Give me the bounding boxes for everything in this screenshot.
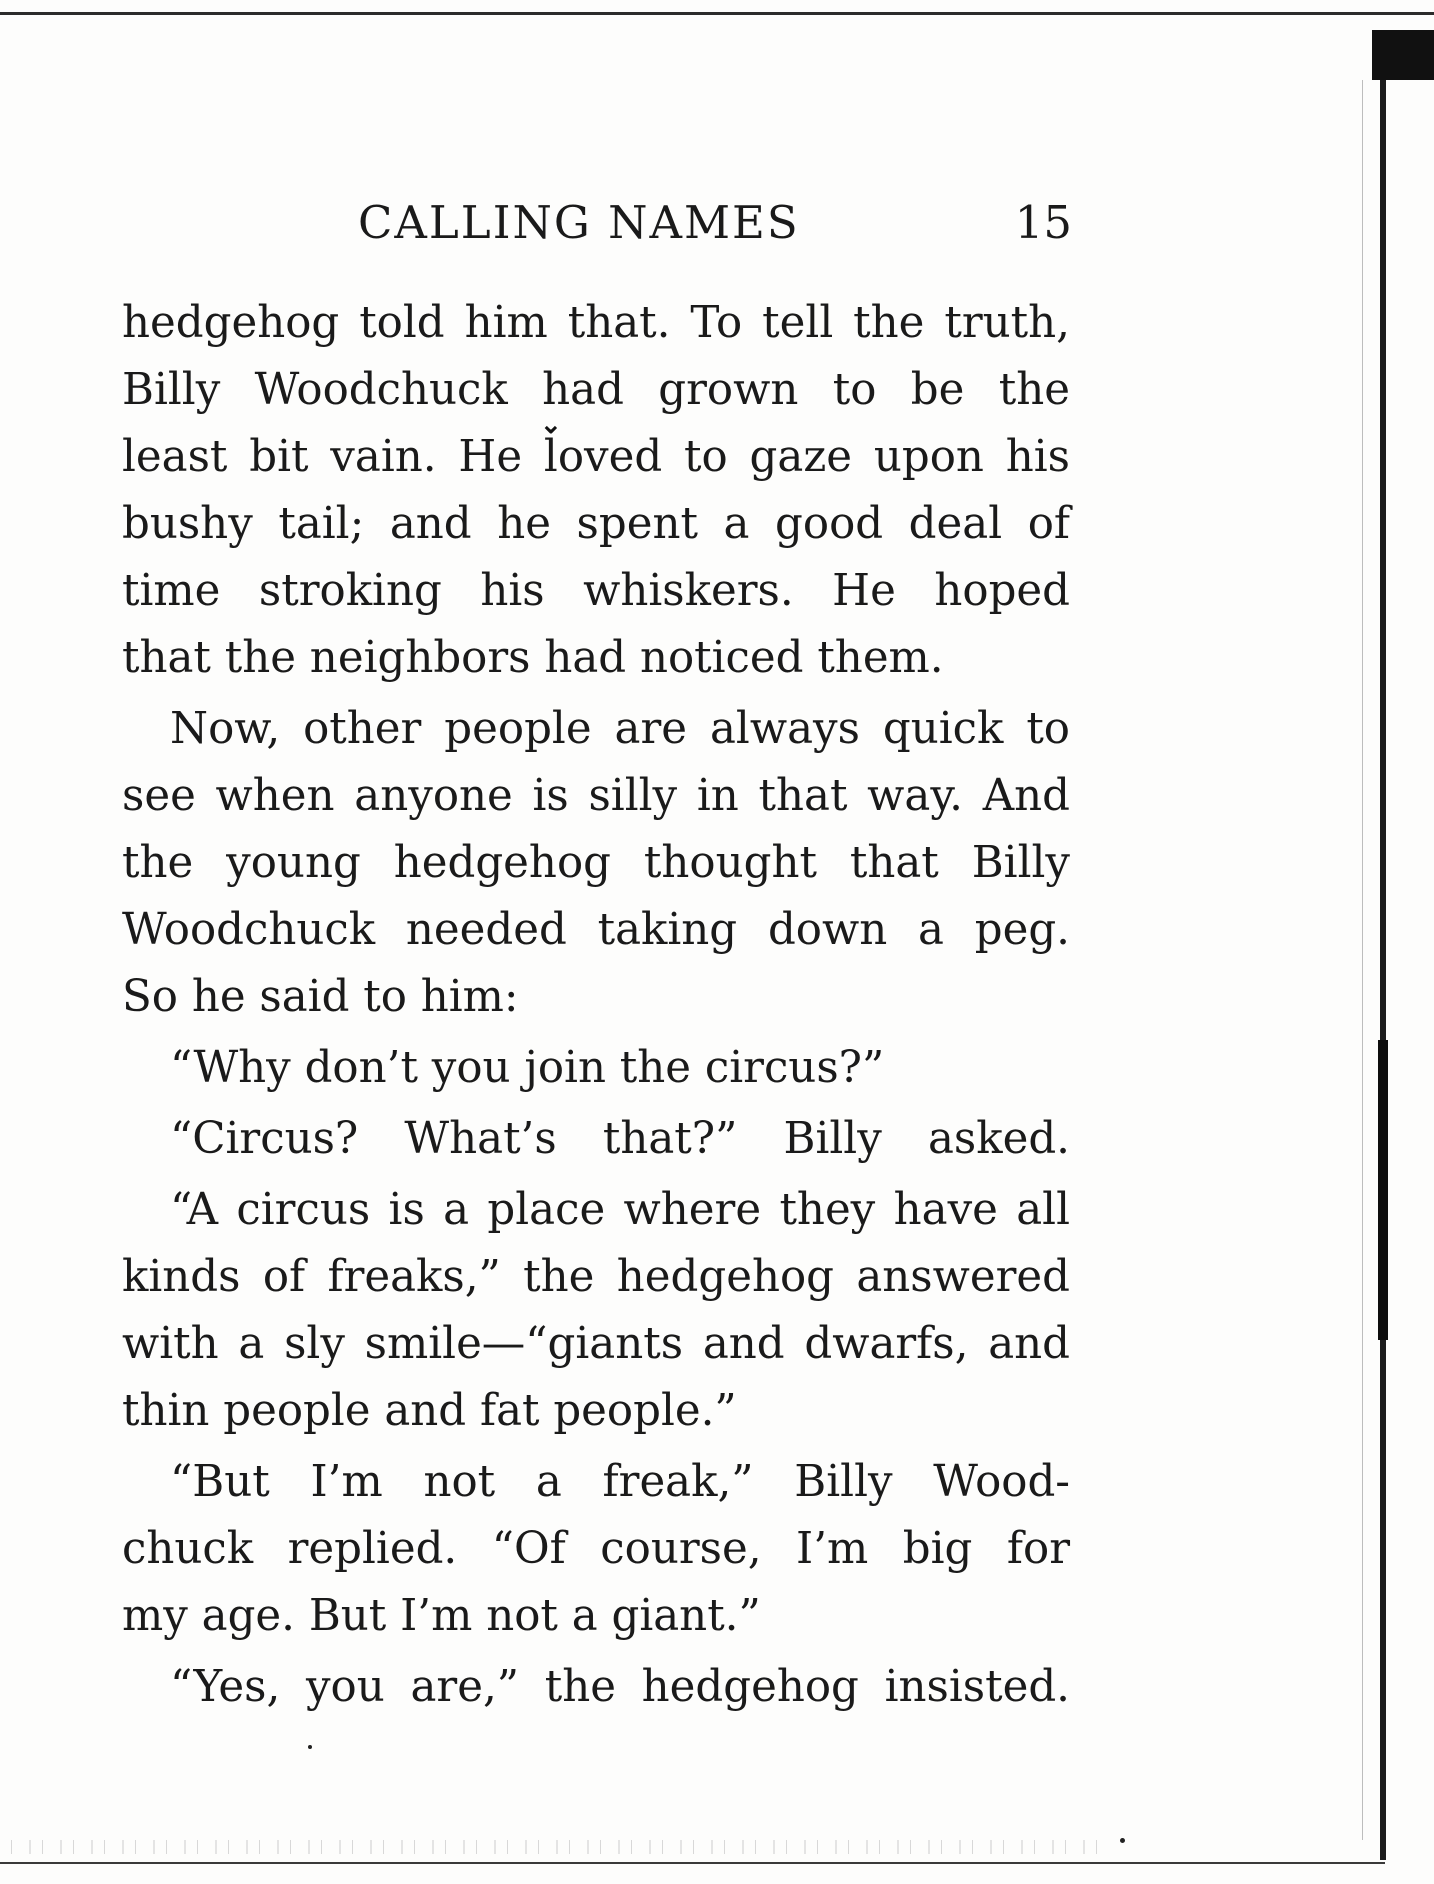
- scan-edge-thin-line: [1362, 80, 1363, 1840]
- text-line: “A circus is a place where they have all: [170, 1185, 1070, 1235]
- running-head: [122, 196, 1072, 256]
- text-line: bushy tail; and he spent a good deal of: [122, 499, 1070, 549]
- text-line: So he said to him:: [122, 972, 519, 1022]
- body-text: [122, 290, 1070, 1721]
- scan-bottom-noise: [0, 1840, 1100, 1854]
- scan-edge-block: [1372, 30, 1434, 80]
- page-number: 15: [1014, 196, 1072, 249]
- scan-edge-line: [1380, 80, 1386, 1860]
- scan-speck: [1120, 1838, 1125, 1843]
- text-line: thin people and fat people.”: [122, 1386, 737, 1436]
- text-line: “Why don’t you join the circus?”: [170, 1043, 885, 1093]
- insertion-mark: ⌄: [540, 410, 562, 440]
- text-line: “Yes, you are,” the hedgehog insisted.: [170, 1662, 1070, 1712]
- text-line: Now, other people are always quick to: [170, 704, 1070, 754]
- text-line: that the neighbors had noticed them.: [122, 633, 944, 683]
- text-line: “But I’m not a freak,” Billy Wood-: [170, 1457, 1070, 1507]
- text-line: time stroking his whiskers. He hoped: [122, 566, 1070, 616]
- scan-top-rule: [0, 12, 1434, 15]
- scan-edge-thick-line: [1378, 1040, 1388, 1340]
- text-line: my age. But I’m not a giant.”: [122, 1591, 761, 1641]
- text-line: kinds of freaks,” the hedgehog answered: [122, 1252, 1070, 1302]
- text-line: “Circus? What’s that?” Billy asked.: [170, 1114, 1070, 1164]
- text-line: least bit vain. He loved to gaze upon his: [122, 432, 1070, 482]
- scan-bottom-rule: [0, 1862, 1385, 1864]
- scan-speck: [308, 1745, 312, 1749]
- running-title: CALLING NAMES: [358, 196, 800, 249]
- text-line: with a sly smile—“giants and dwarfs, and: [122, 1319, 1070, 1369]
- text-line: see when anyone is silly in that way. And: [122, 771, 1070, 821]
- text-line: Billy Woodchuck had grown to be the: [122, 365, 1070, 415]
- text-line: chuck replied. “Of course, I’m big for: [122, 1524, 1070, 1574]
- text-line: hedgehog told him that. To tell the truth,: [122, 298, 1070, 348]
- text-line: Woodchuck needed taking down a peg.: [122, 905, 1070, 955]
- text-line: the young hedgehog thought that Billy: [122, 838, 1070, 888]
